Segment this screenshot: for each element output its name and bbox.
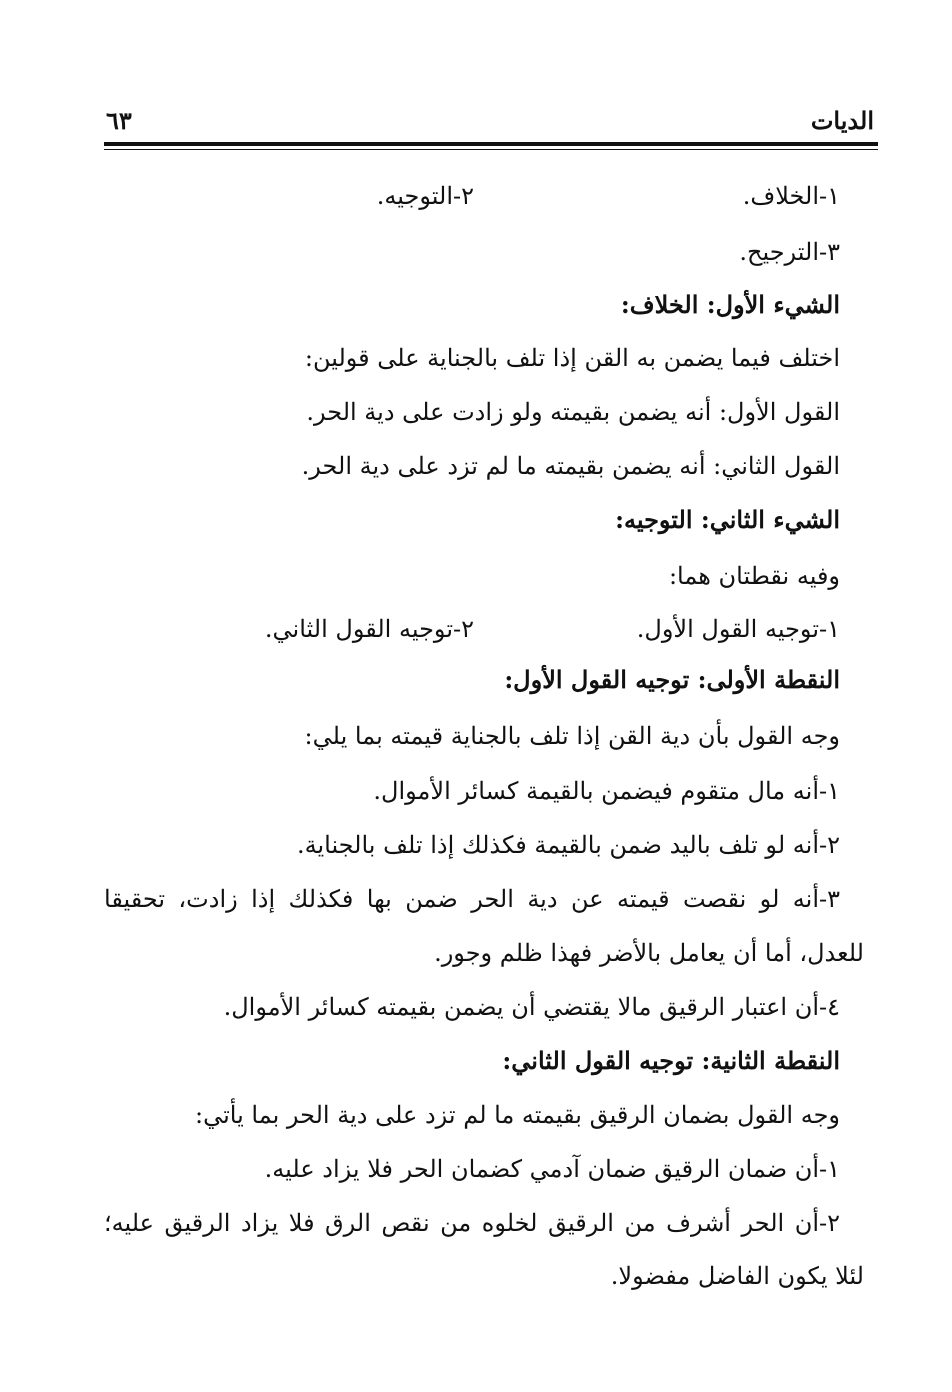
reason-second-2-line2: لئلا يكون الفاضل مفضولا.: [610, 1262, 864, 1290]
reason-first-3-line1: ٣-أنه لو نقصت قيمته عن دية الحر ضمن بها فكذلك إذا زادت، تحقيقا: [104, 885, 840, 913]
paragraph-two-points: وفيه نقطتان هما:: [668, 562, 840, 590]
page-number: ٦٣: [106, 106, 132, 135]
reason-second-1: ١-أن ضمان الرقيق ضمان آدمي كضمان الحر فلا يزاد عليه.: [264, 1155, 840, 1183]
section-heading-tawjih: الشيء الثاني: التوجيه:: [615, 505, 840, 534]
section-heading-khilaf: الشيء الأول: الخلاف:: [620, 290, 840, 319]
reason-first-2: ٢-أنه لو تلف باليد ضمن بالقيمة فكذلك إذا تلف بالجناية.: [296, 831, 840, 859]
list-item-tawjih: ٢-التوجيه.: [376, 182, 474, 210]
point-heading-second: النقطة الثانية: توجيه القول الثاني:: [502, 1046, 840, 1075]
list-item-khilaf: ١-الخلاف.: [742, 182, 840, 210]
point-heading-first: النقطة الأولى: توجيه القول الأول:: [504, 665, 840, 694]
reason-second-2-line1: ٢-أن الحر أشرف من الرقيق لخلوه من نقص الرق فلا يزاد الرقيق عليه؛: [104, 1209, 840, 1237]
header-rule-thin: [104, 149, 878, 150]
page-header: [104, 102, 878, 142]
paragraph-ikhtilaf: اختلف فيما يضمن به القن إذا تلف بالجناية على قولين:: [304, 344, 840, 372]
list-item-tarjih: ٣-الترجيح.: [739, 238, 840, 266]
opinion-second: القول الثاني: أنه يضمن بقيمته ما لم تزد على دية الحر.: [301, 452, 840, 480]
reason-first-1: ١-أنه مال متقوم فيضمن بالقيمة كسائر الأموال.: [373, 777, 840, 805]
reason-first-4: ٤-أن اعتبار الرقيق مالا يقتضي أن يضمن بقيمته كسائر الأموال.: [223, 993, 840, 1021]
paragraph-first-opinion-basis: وجه القول بأن دية القن إذا تلف بالجناية قيمته بما يلي:: [304, 722, 840, 750]
list-item-tawjih-first: ١-توجيه القول الأول.: [636, 615, 840, 643]
running-title: الديات: [810, 106, 874, 135]
opinion-first: القول الأول: أنه يضمن بقيمته ولو زادت على دية الحر.: [306, 398, 840, 426]
list-item-tawjih-second: ٢-توجيه القول الثاني.: [264, 615, 474, 643]
reason-first-3-line2: للعدل، أما أن يعامل بالأضر فهذا ظلم وجور.: [434, 939, 864, 967]
paragraph-second-opinion-basis: وجه القول بضمان الرقيق بقيمته ما لم تزد على دية الحر بما يأتي:: [194, 1101, 840, 1129]
header-rule-thick: [104, 142, 878, 146]
